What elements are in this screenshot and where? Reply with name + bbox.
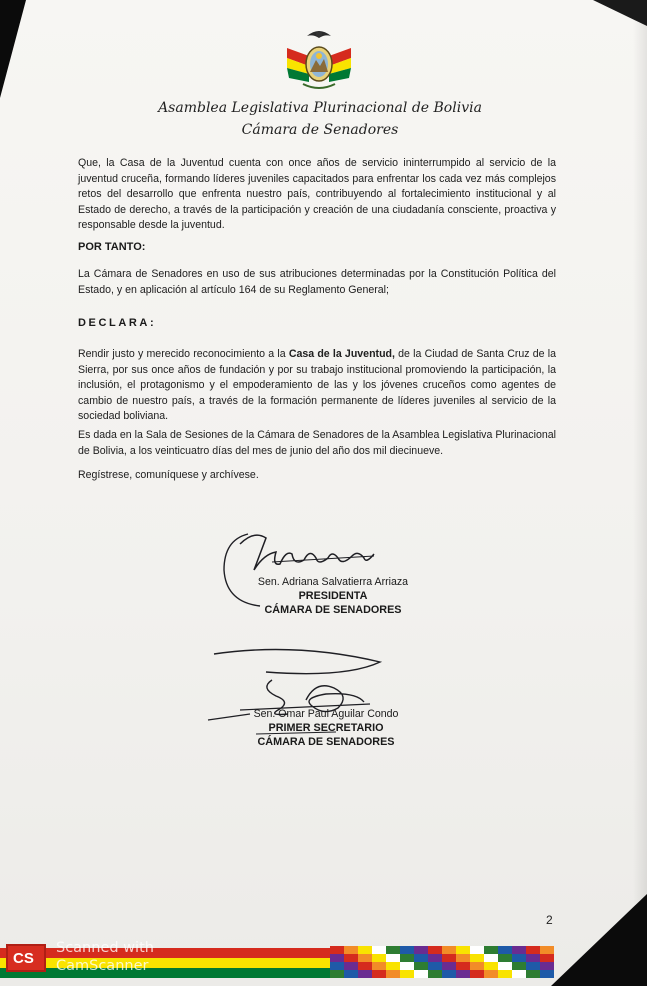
bolivia-coat-of-arms-icon	[283, 26, 355, 94]
scan-corner-top-right	[593, 0, 647, 26]
session-paragraph: Es dada en la Sala de Sesiones de la Cámara de Senadores de la Asamblea Legislativa Plurinacional de Bolivia, a los veinticuatro días del mes de junio del año dos mil diecinueve.	[78, 429, 556, 457]
signatory-chamber: CÁMARA DE SENADORES	[257, 736, 395, 748]
closing-paragraph: Regístrese, comuníquese y archívese.	[78, 469, 259, 481]
declaration-text-rest: de la Ciudad de Santa Cruz de la Sierra, por sus once años de fundación y por su trabajo institucional promoviendo la participación, la inclusión, el protagonismo y el empoderamiento de las y los jóvenes cruceños como agentes de cambio de nuestro país, a través de la formación permanente de líderes juveniles al servicio de la sociedad boliviana.	[78, 348, 557, 423]
scan-corner-top-left	[0, 0, 26, 98]
por-tanto-heading: POR TANTO:	[78, 241, 146, 253]
attributions-paragraph: La Cámara de Senadores en uso de sus atribuciones determinadas por la Constitución Política del Estado, y en aplicación al artículo 164 de su Reglamento General;	[78, 268, 556, 296]
declara-heading: DECLARA:	[78, 317, 157, 329]
page-number: 2	[546, 913, 553, 927]
watermark-line-1: Scanned with	[56, 940, 154, 956]
declaration-text-start: Rendir justo y merecido reconocimiento a la	[78, 348, 289, 360]
chamber-name: Cámara de Senadores	[241, 122, 399, 138]
signatory-chamber: CÁMARA DE SENADORES	[264, 604, 402, 616]
institution-name: Asamblea Legislativa Plurinacional de Bolivia	[158, 100, 482, 116]
declaration-paragraph	[78, 347, 556, 425]
signatory-president	[248, 575, 418, 617]
signatory-role: PRESIDENTA	[298, 590, 368, 602]
declaration-honoree: Casa de la Juventud,	[288, 348, 395, 360]
scan-corner-bottom-right	[551, 894, 647, 986]
whereas-paragraph: Que, la Casa de la Juventud cuenta con once años de servicio ininterrumpido al servicio de la juventud cruceña, formando líderes juveniles capacitados para enfrentar los cada vez más complejos retos del desarrollo que enfrenta nuestro país, contribuyendo al fortalecimiento institucional y al Estado de derecho, a través de la participación y creación de una ciudadanía consciente, proactiva y responsable desde la juventud.	[78, 157, 556, 232]
camscanner-logo-icon	[6, 944, 46, 972]
signatory-name: Sen. Omar Paul Aguilar Condo	[253, 708, 399, 720]
page-edge-shadow	[633, 20, 647, 920]
signatory-role: PRIMER SECRETARIO	[268, 722, 384, 734]
signatory-secretary	[236, 707, 416, 749]
watermark-line-2: CamScanner	[56, 958, 149, 974]
signatory-name: Sen. Adriana Salvatierra Arriaza	[257, 576, 409, 588]
camscanner-logo-text: CS	[13, 950, 34, 967]
